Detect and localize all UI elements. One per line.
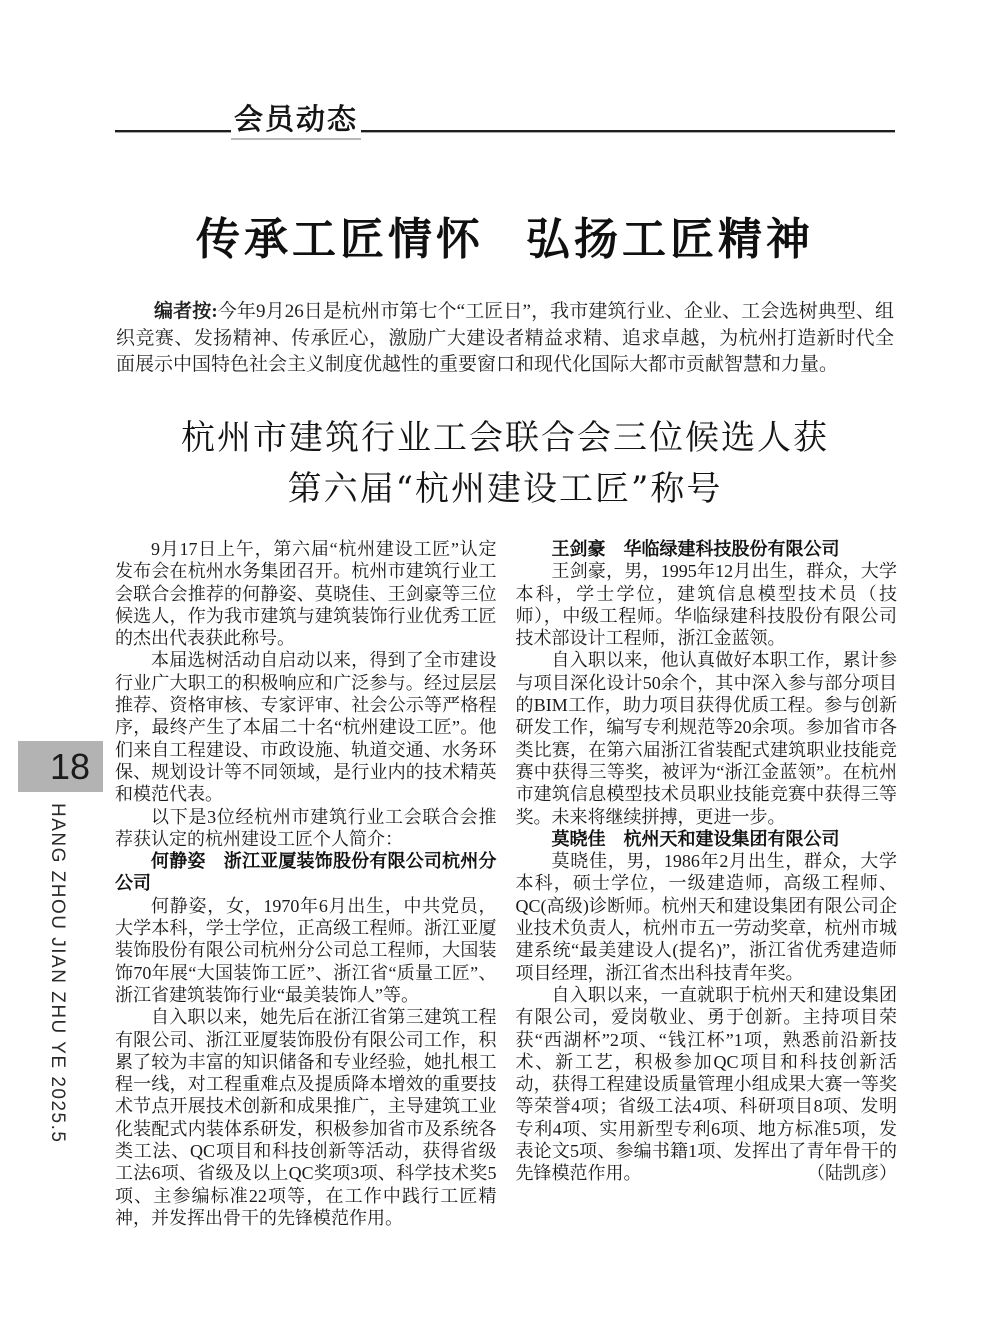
- editor-note-label: 编者按:: [154, 301, 218, 322]
- left-column: [115, 538, 497, 1229]
- entry-heading-wang-jianhao: 王剑豪 华临绿建科技股份有限公司: [551, 539, 840, 559]
- entry-heading-mo-xiaojia: 莫晓佳 杭州天和建设集团有限公司: [551, 828, 840, 849]
- header-rule-right: [361, 130, 895, 133]
- body-paragraph: 以下是3位经杭州市建筑行业工会联合会推荐获认定的杭州建设工匠个人简介：: [115, 806, 497, 849]
- body-paragraph: 自入职以来，他认真做好本职工作，累计参与项目深化设计50余个，其中深入参与部分项目的BIM工作，助力项目获得优质工程。参与创新研发工作，编写专利规范等20余项。参加省市各类比赛，在第六届浙江省装配式建筑职业技能竞赛中获得三等奖，被评为“浙江金蓝领”。在杭州市建筑信息模型技术员职业技能竞赛中获得三等奖。未来将继续拼搏，更进一步。: [515, 650, 897, 827]
- body-paragraph: 王剑豪，男，1995年12月出生，群众，大学本科，学士学位，建筑信息模型技术员（技师），中级工程师。华临绿建科技股份有限公司技术部设计工程师，浙江金蓝领。: [515, 561, 897, 649]
- header-rule-left: [115, 130, 231, 133]
- banner-title-part1: 传承工匠情怀: [196, 214, 484, 265]
- page-number-box: [18, 741, 103, 792]
- body-paragraph: 9月17日上午，第六届“杭州建设工匠”认定发布会在杭州水务集团召开。杭州市建筑行业工会联合会推荐的何静姿、莫晓佳、王剑豪等三位候选人，作为我市建筑与建筑装饰行业优秀工匠的杰出代表获此称号。: [115, 539, 497, 649]
- entry-heading-he-jingzi: 何静姿 浙江亚厦装饰股份有限公司杭州分公司: [115, 851, 497, 894]
- body-paragraph-with-byline: [516, 984, 898, 1185]
- section-title: 会员动态: [231, 104, 361, 140]
- paragraph-text: 自入职以来，一直就职于杭州天和建设集团有限公司，爱岗敬业、勇于创新。主持项目荣获“西湖杯”2项、“钱江杯”1项，熟悉前沿新技术、新工艺，积极参加QC项目和科技创新活动，获得工程建设质量管理小组成果大赛一等奖等荣誉4项；省级工法4项、科研项目8项、发明专利4项、实用新型专利6项、地方标准5项，发表论文5项、参编书籍1项、发挥出了青年骨干的先锋模范作用。: [515, 984, 897, 1184]
- editor-note: [116, 299, 894, 379]
- right-column: [516, 538, 898, 1229]
- banner-title: [115, 203, 895, 267]
- byline: （陆凯彦）: [807, 1163, 897, 1184]
- body-paragraph: 莫晓佳，男，1986年2月出生，群众，大学本科，硕士学位，一级建造师，高级工程师、QC(高级)诊断师。杭州天和建设集团有限公司企业技术负责人，杭州市五一劳动奖章，杭州市城建系统“最美建设人(提名)”，浙江省优秀建造师项目经理，浙江省杰出科技青年奖。: [515, 851, 897, 983]
- section-header: [115, 104, 895, 140]
- article-title-line1: 杭州市建筑行业工会联合会三位候选人获: [181, 418, 829, 458]
- article-body: [115, 538, 897, 1229]
- page-number: 18: [49, 745, 90, 787]
- body-paragraph: 何静姿，女，1970年6月出生，中共党员，大学本科，学士学位，正高级工程师。浙江亚厦装饰股份有限公司杭州分公司总工程师，大国装饰70年展“大国装饰工匠”、浙江省“质量工匠”、浙江省建筑装饰行业“最美装饰人”等。: [115, 895, 497, 1005]
- body-paragraph: 自入职以来，她先后在浙江省第三建筑工程有限公司、浙江亚厦装饰股份有限公司工作，积累了较为丰富的知识储备和专业经验，她扎根工程一线，对工程重难点及提质降本增效的重要技术节点开展技术创新和成果推广，主导建筑工业化装配式内装体系研发，积极参加省市及系统各类工法、QC项目和科技创新等活动，获得省级工法6项、省级及以上QC奖项3项、科学技术奖5项、主参编标准22项等，在工作中践行工匠精神，并发挥出骨干的先锋模范作用。: [115, 1007, 497, 1228]
- body-paragraph: 本届选树活动自启动以来，得到了全市建设行业广大职工的积极响应和广泛参与。经过层层推荐、资格审核、专家评审、社会公示等严格程序，最终产生了本届二十名“杭州建设工匠”。他们来自工程建设、市政设施、轨道交通、水务环保、规划设计等不同领域，是行业内的技术精英和模范代表。: [115, 650, 497, 805]
- article-title: [115, 413, 895, 515]
- banner-title-part2: 弘扬工匠精神: [526, 214, 814, 265]
- article-title-line2: 第六届“杭州建设工匠”称号: [287, 469, 723, 509]
- journal-spine-text: HANG ZHOU JIAN ZHU YE 2025.5: [47, 803, 68, 1144]
- editor-note-text: 今年9月26日是杭州市第七个“工匠日”，我市建筑行业、企业、工会选树典型、组织竞赛、发扬精神、传承匠心，激励广大建设者精益求精、追求卓越，为杭州打造新时代全面展示中国特色社会主义制度优越性的重要窗口和现代化国际大都市贡献智慧和力量。: [116, 301, 894, 375]
